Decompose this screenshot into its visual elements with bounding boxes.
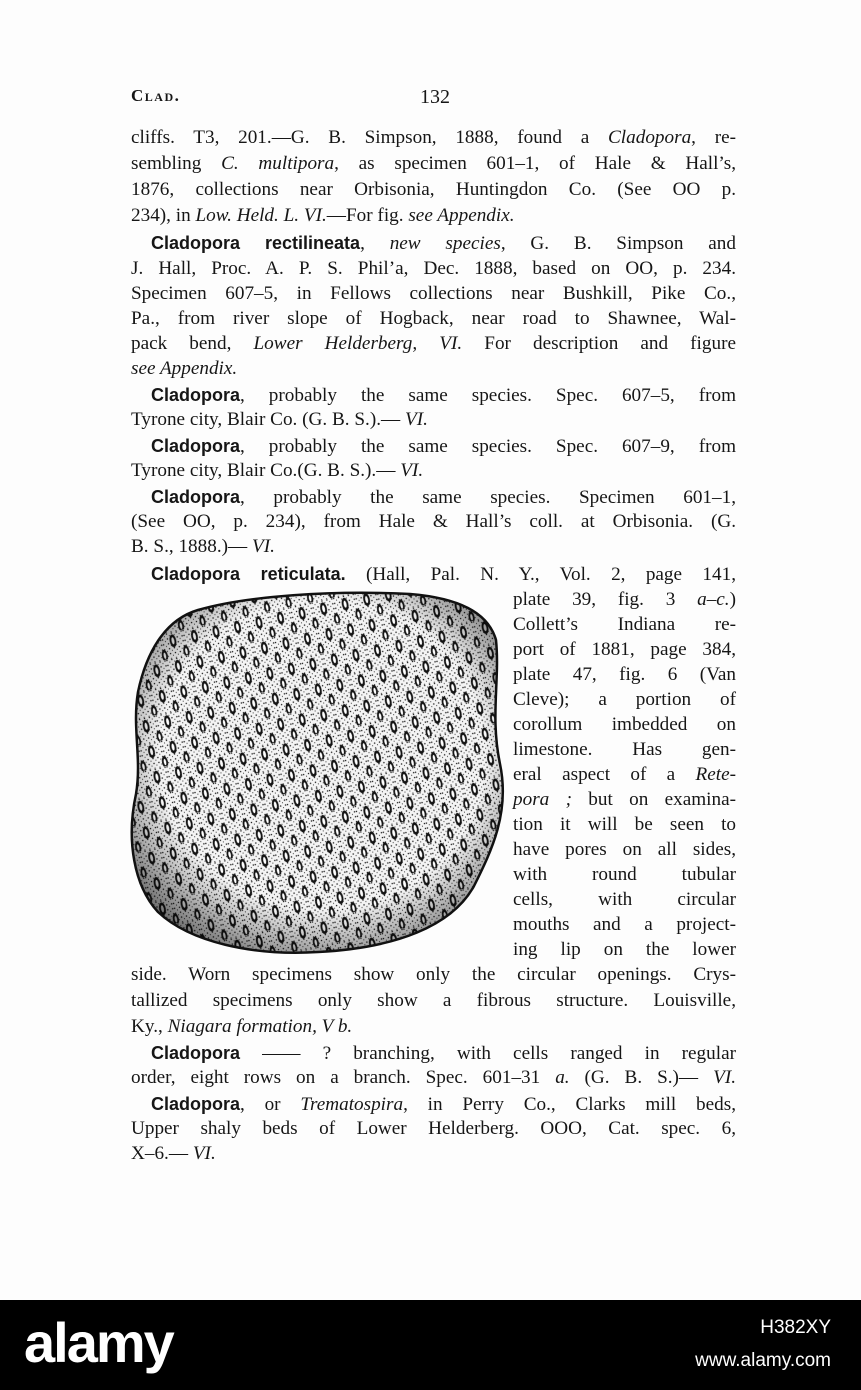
text-line: J. Hall, Proc. A. P. S. Phil’a, Dec. 1888, based on OO, p. 234. [131,258,736,279]
text-line: Upper shaly beds of Lower Helderberg. OOO, Cat. spec. 6, [131,1118,736,1139]
text-line: ing lip on the lower [513,939,736,960]
running-header [131,86,736,116]
text-line: corollum imbedded on [513,714,736,735]
text-line: plate 47, fig. 6 (Van [513,664,736,685]
text-line: side. Worn specimens show only the circular openings. Crys- [131,964,736,985]
text-line: pack bend, Lower Helderberg, VI. For description and figure [131,333,736,354]
entry-cladopora: Cladopora, probably the same species. Spec. 607–9, from [151,436,736,457]
text-line: (See OO, p. 234), from Hale & Hall’s coll. at Orbisonia. (G. [131,511,736,532]
fossil-illustration [128,588,516,958]
text-line: tallized specimens only show a fibrous structure. Louisville, [131,990,736,1011]
text-line: Cleve); a portion of [513,689,736,710]
text-line: X–6.— VI. [131,1143,216,1164]
text-line: cells, with circular [513,889,736,910]
entry-cladopora-trematospira: Cladopora, or Trematospira, in Perry Co., Clarks mill beds, [151,1094,737,1115]
text-line: Tyrone city, Blair Co. (G. B. S.).— VI. [131,409,428,430]
text-line: Ky., Niagara formation, V b. [131,1016,353,1037]
text-line: cliffs. T3, 201.—G. B. Simpson, 1888, found a Cladopora, re- [131,127,737,148]
text-line: Pa., from river slope of Hogback, near road to Shawnee, Wal- [131,308,736,329]
section-abbreviation: Clad. [131,86,181,105]
text-line: limestone. Has gen- [513,739,736,760]
text-line: 1876, collections near Orbisonia, Huntingdon Co. (See OO p. [131,179,736,200]
text-line: tion it will be seen to [513,814,736,835]
text-line: plate 39, fig. 3 a–c.) [513,589,736,610]
text-line: 234), in Low. Held. L. VI.—For fig. see Appendix. [131,205,515,226]
entry-cladopora: Cladopora, probably the same species. Spec. 607–5, from [151,385,736,406]
text-line: Tyrone city, Blair Co.(G. B. S.).— VI. [131,460,424,481]
page-number: 132 [420,86,450,108]
entry-cladopora: Cladopora, probably the same species. Specimen 601–1, [151,487,736,508]
entry-cladopora-reticulata: Cladopora reticulata. (Hall, Pal. N. Y., Vol. 2, page 141, [151,564,736,585]
text-line: order, eight rows on a branch. Spec. 601–31 a. (G. B. S.)— VI. [131,1067,737,1088]
text-line: eral aspect of a Rete- [513,764,736,785]
text-line: see Appendix. [131,358,238,379]
text-line: mouths and a project- [513,914,736,935]
brand-logo: alamy [24,1311,173,1374]
text-line: Specimen 607–5, in Fellows collections near Bushkill, Pike Co., [131,283,736,304]
entry-cladopora-branching: Cladopora —— ? branching, with cells ranged in regular [151,1043,736,1064]
text-line: B. S., 1888.)— VI. [131,536,275,557]
entry-cladopora-rectilineata: Cladopora rectilineata, new species, G. B. Simpson and [151,233,736,254]
coral-specimen-figure [128,588,516,958]
text-line: port of 1881, page 384, [513,639,736,660]
text-line: Collett’s Indiana re- [513,614,736,635]
site-url: www.alamy.com [695,1350,831,1371]
text-line: sembling C. multipora, as specimen 601–1, of Hale & Hall’s, [131,153,737,174]
text-line: pora ; but on examina- [513,789,737,810]
text-line: with round tubular [513,864,736,885]
image-id: H382XY [760,1317,831,1338]
text-line: have pores on all sides, [513,839,736,860]
